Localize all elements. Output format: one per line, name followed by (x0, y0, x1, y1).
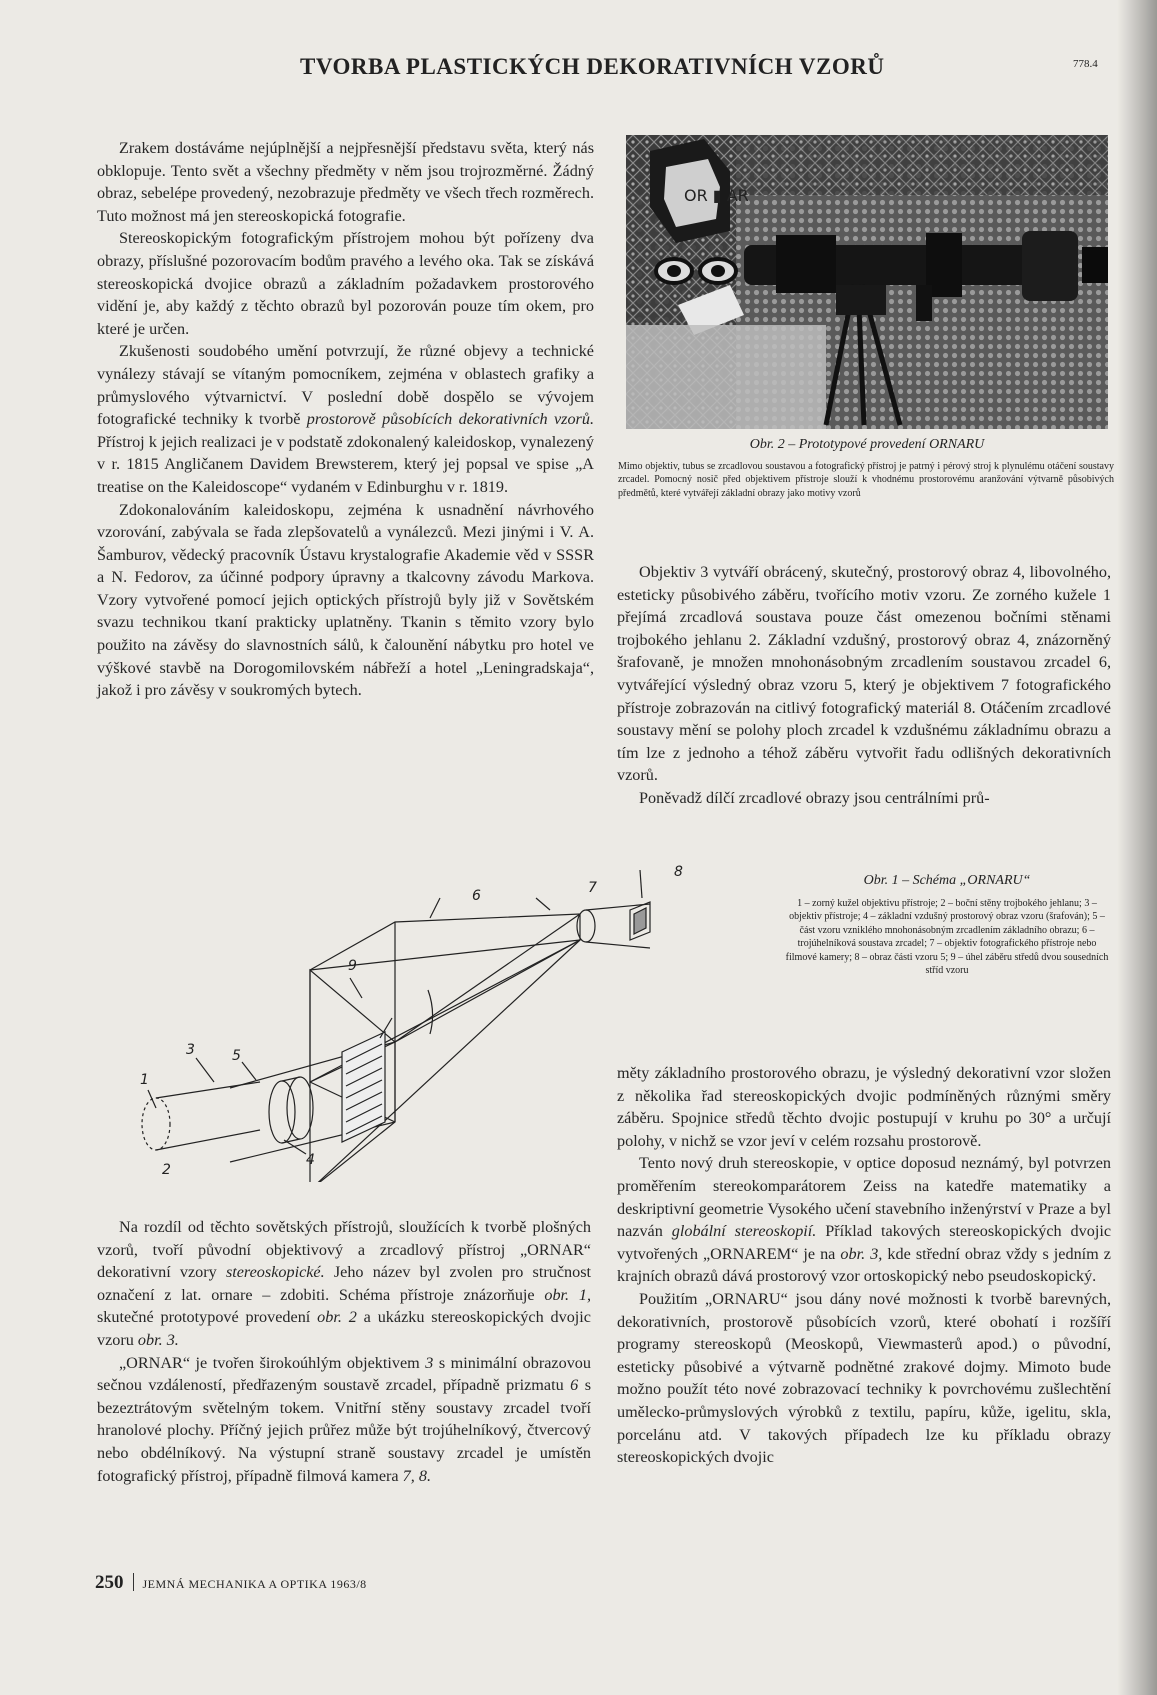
paragraph-text: Na rozdíl od těchto sovětských přístrojů, sloužících k tvorbě plošných vzorů, tvoří původní objektivový a zrcadlový přístroj „ORNAR“ dekorativní vzory (97, 1218, 591, 1282)
paragraph-text: Jeho název byl zvolen pro stručnost označení z lat. ornare – zdobiti. Schéma přístroje znázorňuje (97, 1263, 592, 1304)
diagram-label: 1 (140, 1072, 149, 1088)
page-number: 250 (95, 1572, 124, 1593)
figure-2-photo (626, 135, 1108, 429)
paragraph (97, 340, 594, 498)
figure-reference: obr. 3, (840, 1244, 883, 1263)
figure-reference: obr. 2 (317, 1308, 357, 1327)
paragraph: Objektiv 3 vytváří obrácený, skutečný, prostorový obraz 4, libovolného, esteticky působivého záběru, tvořícího motiv vzoru. Ze zorného kužele 1 přejímá zrcadlová soustava pouze část omezenou bočními stěnami trojbokého jehlanu 2. Základní vzdušný, prostorový obraz 4, znázorněný šrafovaně, je množen mnohonásobným zrcadlením soustavou zrcadel 6, vytvářející výsledný obraz vzoru 5, který je objektivem 7 fotografického přístroje zobrazován na citlivý fotografický materiál 8. Otáčením zrcadlové soustavy mění se polohy ploch zrcadel k vzdušnému základnímu obrazu a tím lze z jednoho a téhož záběru vytvořit řadu odlišných dekorativních vzorů. (617, 563, 1111, 785)
diagram-label: 8 (674, 864, 683, 880)
prototype-photo-illustration (626, 135, 1108, 429)
diagram-label: 5 (232, 1048, 241, 1064)
emphasis-text: globální stereoskopií. (671, 1222, 817, 1241)
paragraph: měty základního prostorového obrazu, je výsledný dekorativní vzor složen z několika řad stereoskopických dvojic podmíněných různými směry záběru. Spojnice středů těchto dvojic postupují v kruhu po 30° a určují polohy, v nichž se vzor jeví v celém rozsahu prostorově. (617, 1064, 1111, 1150)
diagram-label: 9 (348, 958, 357, 974)
paragraph (617, 1152, 1111, 1288)
figure-1-caption: 1 – zorný kužel objektivu přístroje; 2 – boční stěny trojbokého jehlanu; 3 – objektiv přístroje; 4 – základní vzdušný prostorový obraz vzoru (šrafován); 5 – část vzoru vzniklého mnohonásobným zrcadlením základního obrazu; 6 – trojúhelníková soustava zrcadel; 7 – objektiv fotografického přístroje nebo filmové kamery; 8 – obraz části vzoru 5; 9 – úhel záběru středů dvou sousedních stříd vzoru (785, 898, 1109, 977)
paragraph-text: Přístroj k jejich realizaci je v podstatě zdokonalený kaleidoskop, vynalezený v r. 1815 Angličanem Davidem Brewsterem, který jej popsal ve spise „A treatise on the Kaleidoscope“ vydaném v Edinburghu v r. 1819. (97, 432, 594, 496)
paragraph-text: Zkušenosti soudobého umění potvrzují, že různé objevy a technické vynálezy stávají se vítaným pomocníkem, zejména v oblastech grafiky a průmyslového výtvarnictví. V poslední době dospělo se vývojem fotografické techniky k tvorbě (97, 342, 594, 429)
figure-reference: obr. 3. (137, 1330, 179, 1349)
paragraph (97, 1216, 591, 1352)
paragraph-text: Příklad takových stereoskopických dvojic vytvořených „ORNAREM“ je na (617, 1222, 1111, 1263)
left-column-bottom (97, 1216, 591, 1487)
page-edge-shadow (1117, 0, 1157, 1695)
paragraph: Použitím „ORNARU“ jsou dány nové možnosti k tvorbě barevných, dekorativních, prostorově působících vzorů, které obohatí i rozšíří programy stereoskopů (Meoskopů, Viewmasterů apod.) o původní, esteticky působivé a výtvarně podnětné zrakové dojmy. Mimoto bude možno použít této nové zobrazovací techniky k povrchovému zušlechtění umělecko-průmyslových výrobků z textilu, papíru, kůže, igelitu, skla, porcelánu atd. V takových případech lze ku příkladu obrazy stereoskopických dvojic (617, 1289, 1111, 1467)
footer-divider (133, 1573, 134, 1591)
paragraph-text: kde střední obraz vždy s jedním z krajních obrazů dává prostorový vzor ortoskopický nebo pseudoskopický. (617, 1244, 1111, 1286)
paragraph-text: skutečné prototypové provedení (97, 1308, 318, 1327)
emphasis-text: stereoskopické. (225, 1263, 325, 1282)
figure-reference: obr. 1, (544, 1285, 591, 1304)
paragraph: Zrakem dostáváme nejúplnější a nejpřesnější představu světa, který nás obklopuje. Tento svět a všechny předměty v něm jsou trojrozměrné. Žádný obraz, sebelépe provedený, nezobrazuje předměty ve všech třech rozměrech. Tuto možnost má jen stereoskopická fotografie. (97, 139, 594, 225)
paragraph: Poněvadž dílčí zrcadlové obrazy jsou centrálními prů- (639, 788, 990, 807)
right-column-bottom (617, 1062, 1111, 1469)
paragraph-text: s minimální obrazovou sečnou vzdáleností, předřazeným soustavě zrcadel, případně prizmatu (97, 1353, 591, 1395)
left-column-top (97, 137, 594, 702)
paragraph (97, 1352, 591, 1488)
figure-1-title: Obr. 1 – Schéma „ORNARU“ (863, 873, 1031, 888)
paragraph: Stereoskopickým fotografickým přístrojem mohou být pořízeny dva obrazy, příslušné pozorovacím bodům pravého a levého oka. Tak se získává stereoskopická dvojice obrazů a základním požadavkem prostorového vidění je, aby každý z těchto obrazů byl pozorován pouze tím okem, pro které je určen. (97, 229, 594, 338)
page-footer (95, 1572, 367, 1594)
journal-name: JEMNÁ MECHANIKA A OPTIKA 1963/8 (142, 1577, 367, 1591)
page-code: 778.4 (1073, 58, 1098, 70)
article-title: TVORBA PLASTICKÝCH DEKORATIVNÍCH VZORŮ (300, 54, 885, 79)
figure-number: 7, 8. (402, 1466, 431, 1485)
diagram-label: 4 (306, 1152, 315, 1168)
paragraph-text: s bezeztrátovým světelným tokem. Vnitřní stěny soustavy zrcadel tvoří hranolové plochy. Příčný jejich průřez může být trojúhelníkový, čtvercový nebo obdélníkový. Na výstupní straně soustavy zrcadel je umístěn fotografický přístroj, případně filmová kamera (97, 1376, 591, 1485)
paragraph-text: a ukázku stereoskopických dvojic vzoru (97, 1308, 591, 1349)
figure-2-title: Obr. 2 – Prototypové provedení ORNARU (749, 437, 985, 452)
paragraph: Zdokonalováním kaleidoskopu, zejména k usnadnění návrhového vzorování, zabývala se řada zlepšovatelů a vynálezců. Mezi jinými i V. A. Šamburov, vědecký pracovník Ústavu krystalografie Akademie věd v SSSR a N. Fedorov, za účinné podpory úpravny a tkalcovny závodu Markova. Vzory vytvořené pomocí jejich optických přístrojů byly již v Sovětském svazu technikou tkaní prakticky uplatněny. Tkanin s těmito vzory bylo použito na závěsy do slavnostních sálů, k čalounění nábytku pro hotel ve výškové stavbě na Dorogomilovském nábřeží a hotel „Leningradskaja“, jakož i pro závěsy v soukromých bytech. (97, 500, 594, 700)
svg-text:OR ▮ AR: OR ▮ AR (684, 186, 749, 205)
diagram-label: 3 (186, 1042, 195, 1058)
figure-number: 6 (570, 1376, 579, 1395)
diagram-label: 7 (588, 880, 597, 896)
paragraph-text: Tento nový druh stereoskopie, v optice doposud neznámý, byl potvrzen proměřením stereokomparátorem Zeiss na katedře matematiky a deskriptivní geometrie Vysokého učení stavebního inženýrství v Praze a byl nazván (617, 1154, 1111, 1241)
diagram-label: 6 (472, 888, 481, 904)
figure-number: 3 (425, 1353, 434, 1372)
paragraph-text: „ORNAR“ je tvořen širokoúhlým objektivem (119, 1353, 426, 1372)
right-column-top (617, 561, 1111, 810)
figure-2-caption: Mimo objektiv, tubus se zrcadlovou soustavou a fotografický přístroj je patrný i pérový stroj k plynulému otáčení soustavy zrcadel. Pomocný nosič před objektivem přístroje slouží k vhodnému prostorovému aranžování výtvarně působivých předmětů, které vytvářejí základní obrazy jako motivy vzorů (618, 461, 1114, 499)
diagram-label: 2 (162, 1162, 171, 1178)
emphasis-text: prostorově působících dekorativních vzorů. (306, 410, 594, 429)
